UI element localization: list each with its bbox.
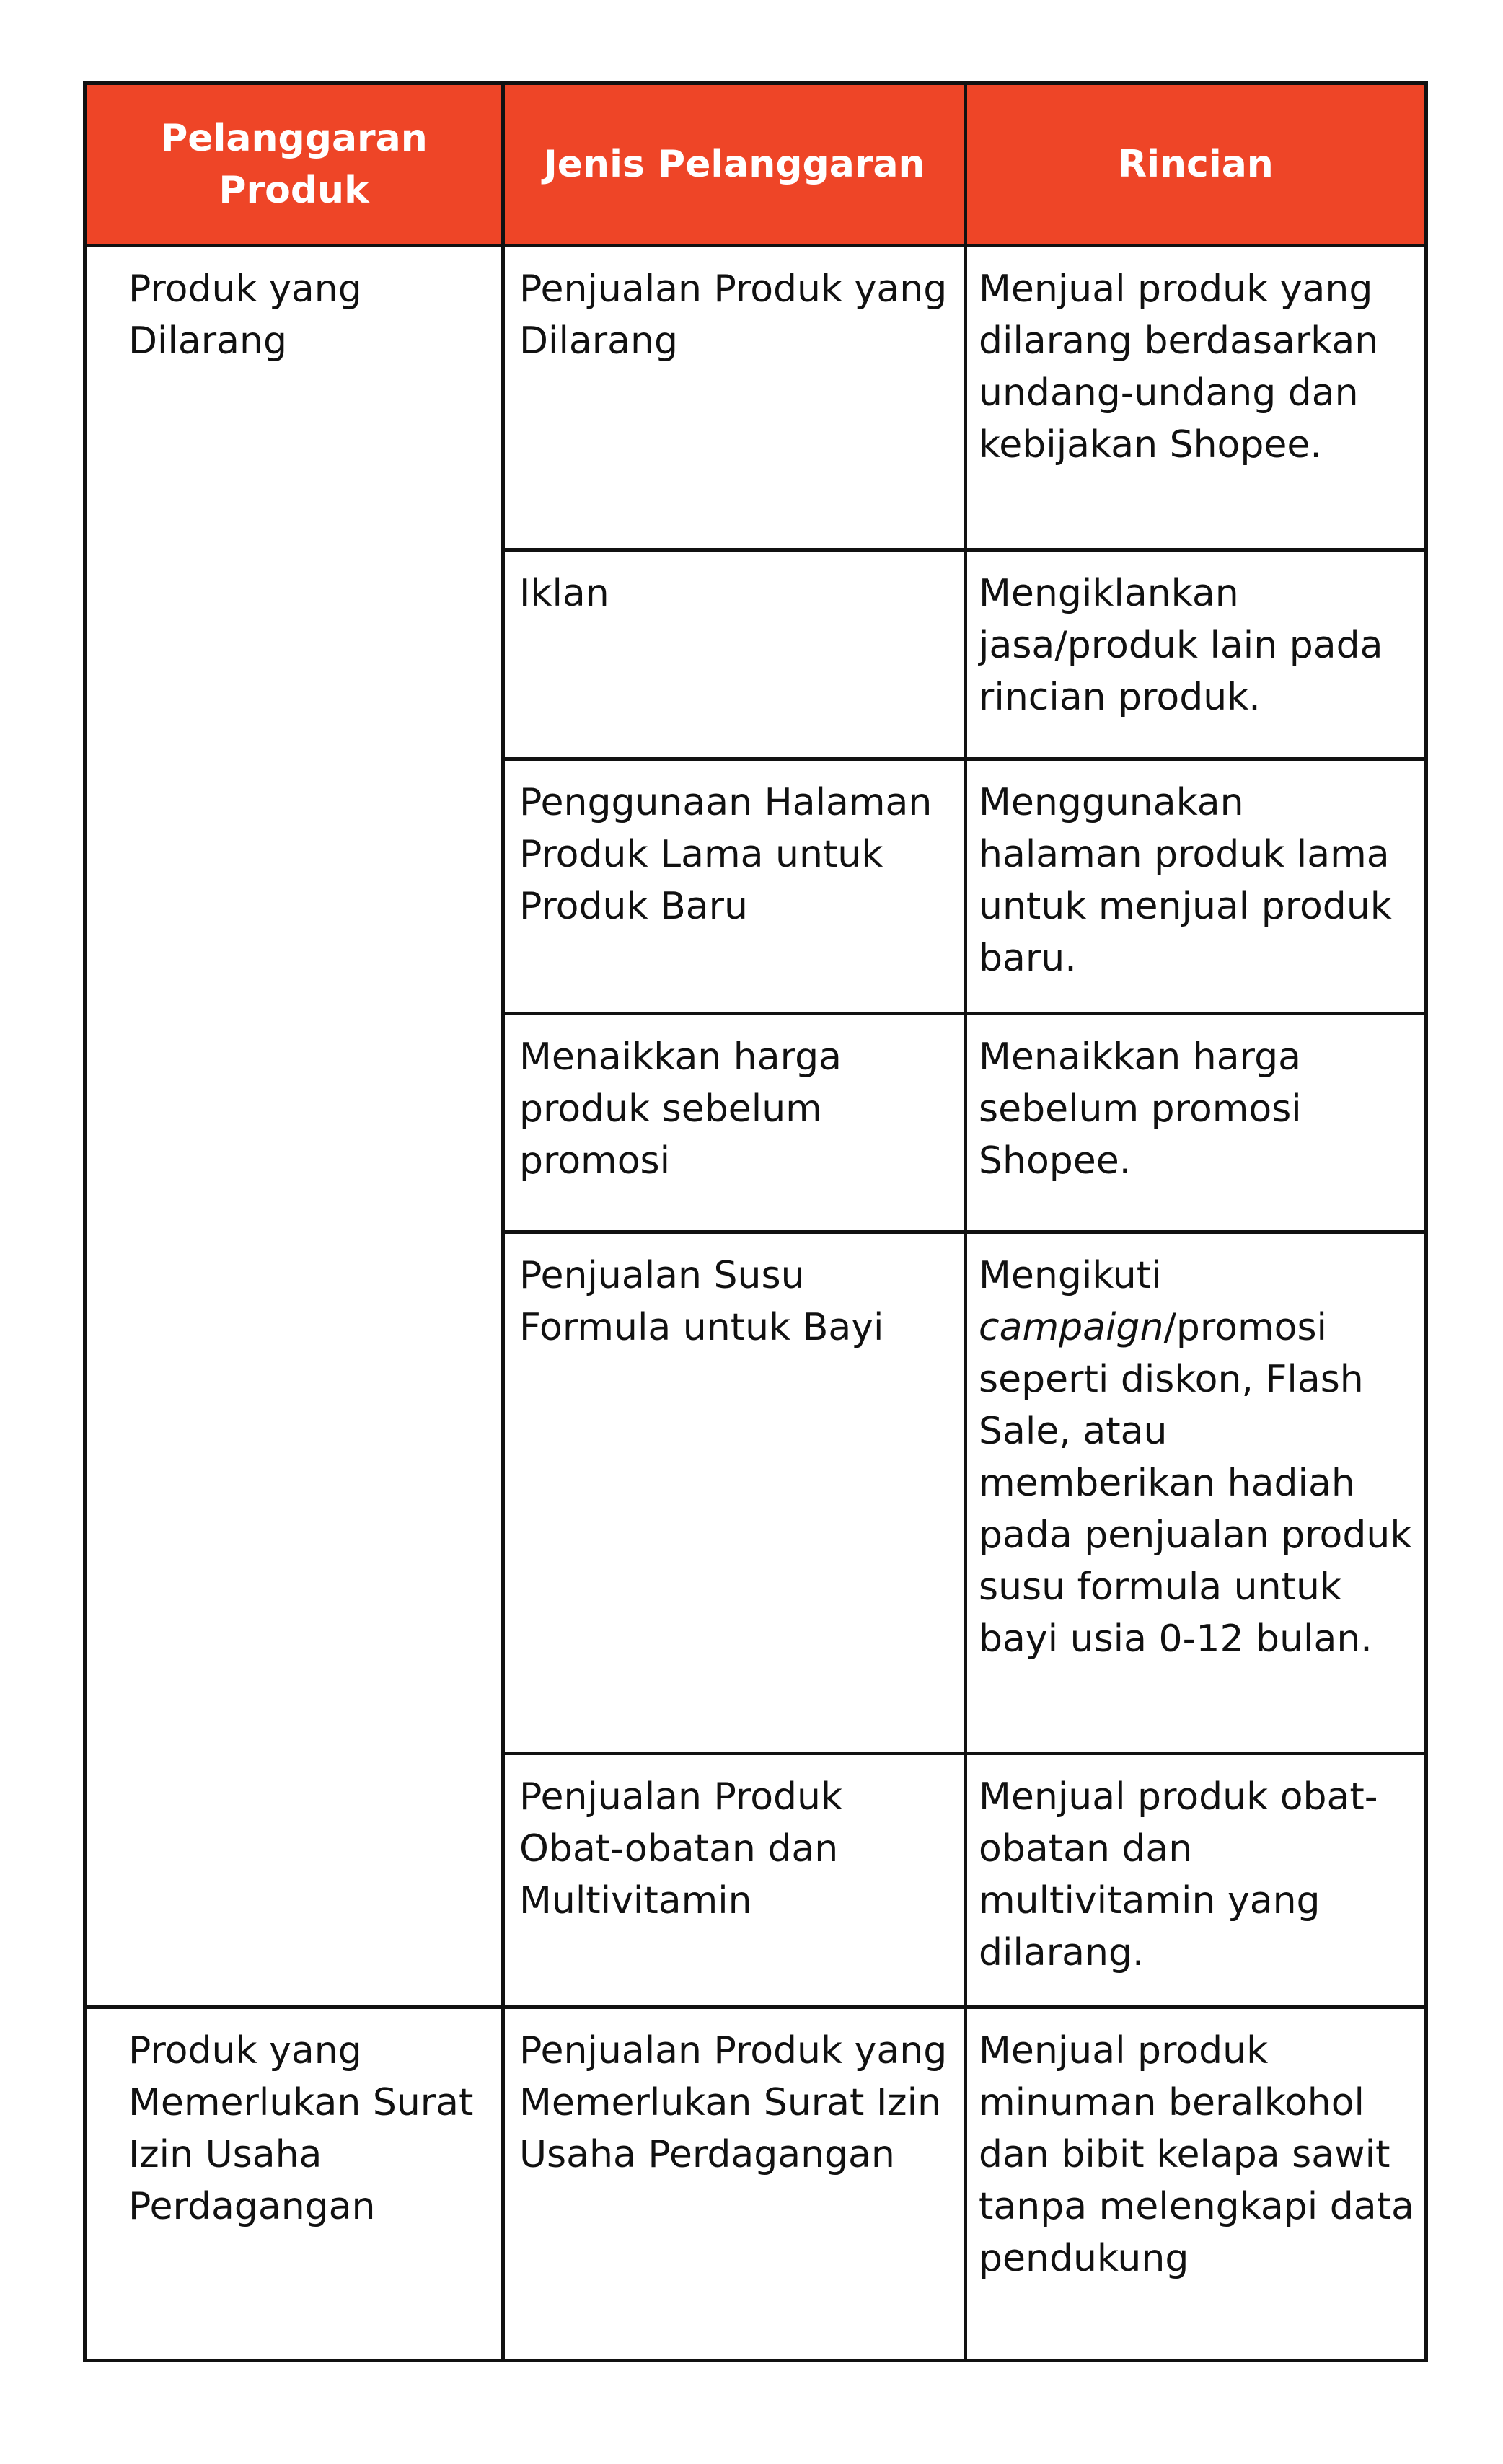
detail-cell: Mengiklankan jasa/produk lain pada rincian produk.	[966, 550, 1427, 759]
category-cell: Produk yang Memerlukan Surat Izin Usaha Perdagangan	[85, 2008, 503, 2361]
header-pelanggaran-produk: Pelanggaran Produk	[85, 84, 503, 246]
detail-cell: Menggunakan halaman produk lama untuk menjual produk baru.	[966, 759, 1427, 1014]
violation-type-cell: Penjualan Produk Obat-obatan dan Multivitamin	[503, 1754, 966, 2008]
header-jenis-pelanggaran: Jenis Pelanggaran	[503, 84, 966, 246]
violation-type-cell: Penjualan Produk yang Dilarang	[503, 246, 966, 550]
detail-rest: /promosi seperti diskon, Flash Sale, atau memberikan hadiah pada penjualan produk susu formula untuk bayi usia 0-12 bulan.	[979, 1306, 1412, 1661]
detail-cell: Menjual produk minuman beralkohol dan bibit kelapa sawit tanpa melengkapi data pendukung	[966, 2008, 1427, 2361]
detail-prefix: Mengikuti	[979, 1254, 1162, 1297]
violation-type-cell: Penjualan Produk yang Memerlukan Surat Izin Usaha Perdagangan	[503, 2008, 966, 2361]
detail-cell: Menjual produk obat-obatan dan multivitamin yang dilarang.	[966, 1754, 1427, 2008]
detail-cell: Menjual produk yang dilarang berdasarkan undang-undang dan kebijakan Shopee.	[966, 246, 1427, 550]
table-row	[85, 2008, 1427, 2361]
violation-type-cell: Penjualan Susu Formula untuk Bayi	[503, 1232, 966, 1754]
violation-type-cell: Iklan	[503, 550, 966, 759]
violation-type-cell: Menaikkan harga produk sebelum promosi	[503, 1014, 966, 1232]
header-rincian: Rincian	[966, 84, 1427, 246]
detail-italic-term: campaign	[979, 1306, 1164, 1349]
violation-table-container	[83, 81, 1424, 2362]
table-header-row	[85, 84, 1427, 246]
detail-cell	[966, 1232, 1427, 1754]
category-cell: Produk yang Dilarang	[85, 246, 503, 2008]
detail-cell: Menaikkan harga sebelum promosi Shopee.	[966, 1014, 1427, 1232]
violation-type-cell: Penggunaan Halaman Produk Lama untuk Produk Baru	[503, 759, 966, 1014]
product-violation-table	[83, 81, 1428, 2362]
table-row	[85, 246, 1427, 550]
